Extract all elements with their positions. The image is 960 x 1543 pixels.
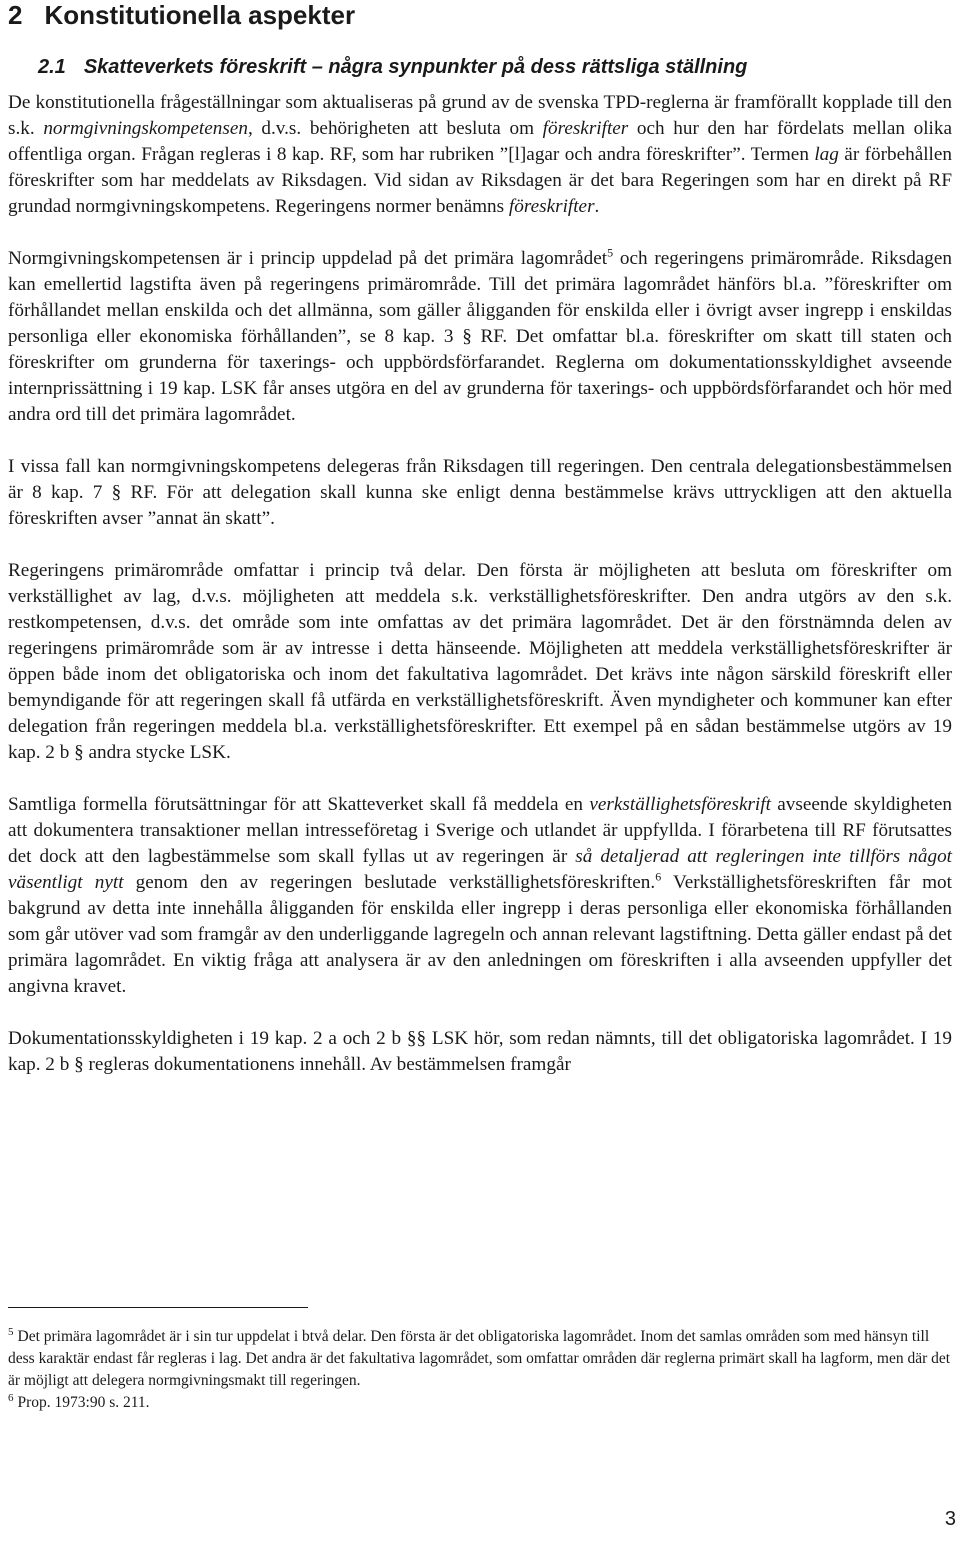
footnotes: [8, 1326, 952, 1414]
chapter-title: Konstitutionella aspekter: [44, 0, 356, 30]
footnote-5: [8, 1326, 952, 1392]
footnote-mark: 5: [8, 1325, 14, 1338]
footnote-mark: 6: [8, 1391, 14, 1404]
footnote-separator: [8, 1307, 308, 1308]
footnote-6: [8, 1392, 952, 1414]
section-title: Skatteverkets föreskrift – några synpunkter på dess rättsliga ställning: [83, 56, 748, 78]
footnote-text: Prop. 1973:90 s. 211.: [17, 1394, 150, 1411]
body-text: [8, 90, 952, 1104]
footnote-ref-6[interactable]: 6: [655, 869, 662, 884]
section-heading: [38, 54, 747, 80]
paragraph-3: I vissa fall kan normgivningskompetens delegeras från Riksdagen till regeringen. Den centrala delegationsbestämmelsen är 8 kap. 7 § RF. För att delegation skall kunna ske enligt denna bestämmelse krävs uttryckligen att den aktuella föreskriften avser ”annat än skatt”.: [8, 456, 952, 529]
page-number: 3: [944, 1508, 956, 1530]
footnote-ref-5[interactable]: 5: [607, 245, 614, 260]
chapter-heading: [8, 0, 355, 30]
paragraph-2: Normgivningskompetensen är i princip uppdelad på det primära lagområdet$^5$ och regeringens primärområde. Riksdagen kan emellertid lagstifta även på regeringens primärområde. Till det primära lagområdet hänförs bl.a. ”föreskrifter om förhållandet mellan enskilda och det allmänna, som gäller åligganden för enskilda eller i övrigt avser ingrepp i enskildas personliga eller ekonomiska förhållanden”, se 8 kap. 3 § RF. Det omfattar bl.a. föreskrifter om skatt till staten och föreskrifter om grunderna för taxerings- och uppbördsförfarandet. Reglerna om dokumentationsskyldighet avseende internprissättning i 19 kap. LSK får anses utgöra en del av grunderna för taxerings- och uppbördsförfarandet och hör med andra ord till det primära lagområdet.: [8, 245, 953, 425]
section-number: 2.1: [38, 56, 66, 78]
paragraph-5: Samtliga formella förutsättningar för att Skatteverket skall få meddela en verkställighetsföreskrift avseende skyldigheten att dokumentera transaktioner mellan intresseföretag i Sverige och utlandet är uppfyllda. I förarbetena till RF förutsattes det dock att den lagbestämmelse som skall fyllas ut av regeringen är så detaljerad att regleringen inte tillförs något väsentligt nytt genom den av regeringen beslutade verkställighetsföreskriften.$^6$ Verkställighetsföreskriften får mot bakgrund av detta inte innehålla åligganden för enskilda eller ingrepp i deras personliga eller ekonomiska förhållanden som går utöver vad som framgår av den underliggande lagregeln och annan relevant lagstiftning. Detta gäller endast på det primära lagområdet. En viktig fråga att analysera är av den anledningen om föreskriften i alla avseenden uppfyller det angivna kravet.: [8, 794, 953, 997]
chapter-number: 2: [8, 0, 23, 30]
footnote-text: Det primära lagområdet är i sin tur uppdelat i btvå delar. Den första är det obligatoriska lagområdet. Inom det samlas områden som med hänsyn till dess karaktär endast får regleras i lag. Det andra är det fakultativa lagområdet, som omfattar områden där reglerna primärt skall ha lagform, men där det är möjligt att delegera normgivningsmakt till regeringen.: [8, 1328, 951, 1389]
paragraph-6: Dokumentationsskyldigheten i 19 kap. 2 a och 2 b §§ LSK hör, som redan nämnts, till det obligatoriska lagområdet. I 19 kap. 2 b § regleras dokumentationens innehåll. Av bestämmelsen framgår: [8, 1028, 952, 1075]
paragraph-4: Regeringens primärområde omfattar i princip två delar. Den första är möjligheten att besluta om föreskrifter om verkställighet av lag, d.v.s. möjligheten att meddela s.k. verkställighetsföreskrifter. Den andra utgörs av den s.k. restkompetensen, d.v.s. det område som inte omfattas av det primära lagområdet. Det är den förstnämnda delen av regeringens primärområde som är av intresse i detta hänseende. Möjligheten att meddela verkställighetsföreskrifter är öppen både inom det obligatoriska och inom det fakultativa lagområdet. Det krävs inte någon särskild föreskrift eller bemyndigande för att regeringen skall få utfärda en verkställighetsföreskrift. Även myndigheter och kommuner kan efter delegation från regeringen meddela bl.a. verkställighetsföreskrifter. Ett exempel på en sådan bestämmelse utgörs av 19 kap. 2 b § andra stycke LSK.: [8, 560, 952, 763]
paragraph-1: De konstitutionella frågeställningar som aktualiseras på grund av de svenska TPD-reglerna är framförallt kopplade till den s.k. normgivningskompetensen, d.v.s. behörigheten att besluta om föreskrifter och hur den har fördelats mellan olika offentliga organ. Frågan regleras i 8 kap. RF, som har rubriken ”[l]agar och andra föreskrifter”. Termen lag är förbehållen föreskrifter som har meddelats av Riksdagen. Vid sidan av Riksdagen är det bara Regeringen som har en direkt på RF grundad normgivningskompetens. Regeringens normer benämns föreskrifter.: [8, 92, 952, 217]
